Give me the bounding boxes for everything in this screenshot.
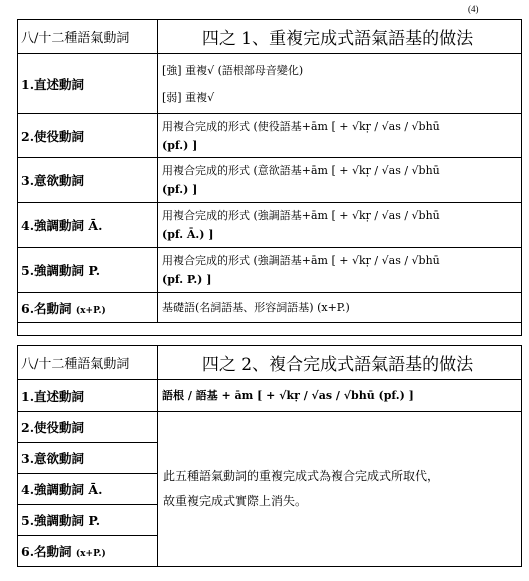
content-line: 用複合完成的形式 (強調語基+ām [ + √kṛ / √as / √bhū bbox=[162, 209, 440, 222]
row-content bbox=[158, 158, 522, 203]
row-label bbox=[18, 536, 158, 567]
row-label bbox=[18, 158, 158, 203]
content-line: [強] 重複√ (語根部母音變化) bbox=[162, 63, 304, 77]
row-label-text: 1.直述動詞 bbox=[21, 388, 85, 404]
header-right-cell: 四之 2、複合完成式語氣語基的做法 bbox=[158, 346, 522, 380]
content-line: (pf.) ] bbox=[162, 138, 198, 152]
merged-content-cell bbox=[158, 412, 522, 567]
row-label bbox=[18, 474, 158, 505]
row-label-text: 6.名動詞 bbox=[21, 300, 72, 316]
content-line: 用複合完成的形式 (強調語基+ām [ + √kṛ / √as / √bhū bbox=[162, 254, 440, 267]
table-row bbox=[18, 380, 522, 412]
content-line: 語根 / 語基 + ām [ + √kṛ / √as / √bhū (pf.) ] bbox=[162, 389, 414, 402]
content-line: 用複合完成的形式 (意欲語基+ām [ + √kṛ / √as / √bhū bbox=[162, 164, 440, 177]
perfect-reduplicated-table bbox=[17, 19, 522, 336]
spacer-cell bbox=[18, 323, 522, 336]
row-label-text: 1.直述動詞 bbox=[21, 76, 85, 92]
row-label bbox=[18, 203, 158, 248]
header-left-cell: 八/十二種語氣動詞 bbox=[18, 20, 158, 54]
content-line: (pf. Ā.) ] bbox=[162, 228, 214, 241]
perfect-periphrastic-table bbox=[17, 345, 522, 567]
table-row bbox=[18, 412, 522, 443]
header-left-cell: 八/十二種語氣動詞 bbox=[18, 346, 158, 380]
table-row bbox=[18, 54, 522, 114]
row-label-suffix: (x+P.) bbox=[75, 305, 106, 316]
content-line: (pf. P.) ] bbox=[162, 273, 212, 286]
row-label-text: 2.使役動詞 bbox=[21, 420, 85, 435]
spacer-row bbox=[18, 323, 522, 336]
row-label bbox=[18, 505, 158, 536]
row-label bbox=[18, 412, 158, 443]
content-line: 用複合完成的形式 (使役語基+ām [ + √kṛ / √as / √bhū bbox=[162, 119, 440, 133]
row-label-text: 3.意欲動詞 bbox=[21, 173, 85, 188]
page-number: (4) bbox=[468, 4, 479, 14]
table-row bbox=[18, 248, 522, 293]
merged-line: 此五種語氣動詞的重複完成式為複合完成式所取代， bbox=[163, 469, 440, 483]
row-content bbox=[158, 293, 522, 323]
row-content bbox=[158, 54, 522, 114]
row-content bbox=[158, 203, 522, 248]
row-label-text: 5.強調動詞 P. bbox=[21, 513, 101, 528]
table-row bbox=[18, 114, 522, 158]
row-label-text: 6.名動詞 bbox=[21, 544, 72, 559]
header-right-cell: 四之 1、重複完成式語氣語基的做法 bbox=[158, 20, 522, 54]
row-content bbox=[158, 114, 522, 158]
row-label bbox=[18, 443, 158, 474]
merged-line: 故重複完成式實際上消失。 bbox=[163, 494, 308, 508]
row-content bbox=[158, 380, 522, 412]
table-row bbox=[18, 293, 522, 323]
content-line: 基礎語(名詞語基、形容詞語基) (x+P.) bbox=[162, 301, 350, 314]
row-content bbox=[158, 248, 522, 293]
table-header-row bbox=[18, 20, 522, 54]
row-label-text: 3.意欲動詞 bbox=[21, 451, 85, 466]
row-label bbox=[18, 54, 158, 114]
table-header-row bbox=[18, 346, 522, 380]
row-label bbox=[18, 293, 158, 323]
row-label-text: 5.強調動詞 P. bbox=[21, 263, 101, 278]
row-label-text: 2.使役動詞 bbox=[21, 128, 85, 144]
row-label bbox=[18, 114, 158, 158]
row-label bbox=[18, 248, 158, 293]
row-label-text: 4.強調動詞 Ā. bbox=[21, 218, 103, 233]
content-line: (pf.) ] bbox=[162, 183, 198, 196]
table-row bbox=[18, 158, 522, 203]
row-label-text: 4.強調動詞 Ā. bbox=[21, 482, 103, 497]
table-row bbox=[18, 203, 522, 248]
content-line: [弱] 重複√ bbox=[162, 90, 215, 104]
row-label bbox=[18, 380, 158, 412]
row-label-suffix: (x+P.) bbox=[75, 549, 106, 559]
